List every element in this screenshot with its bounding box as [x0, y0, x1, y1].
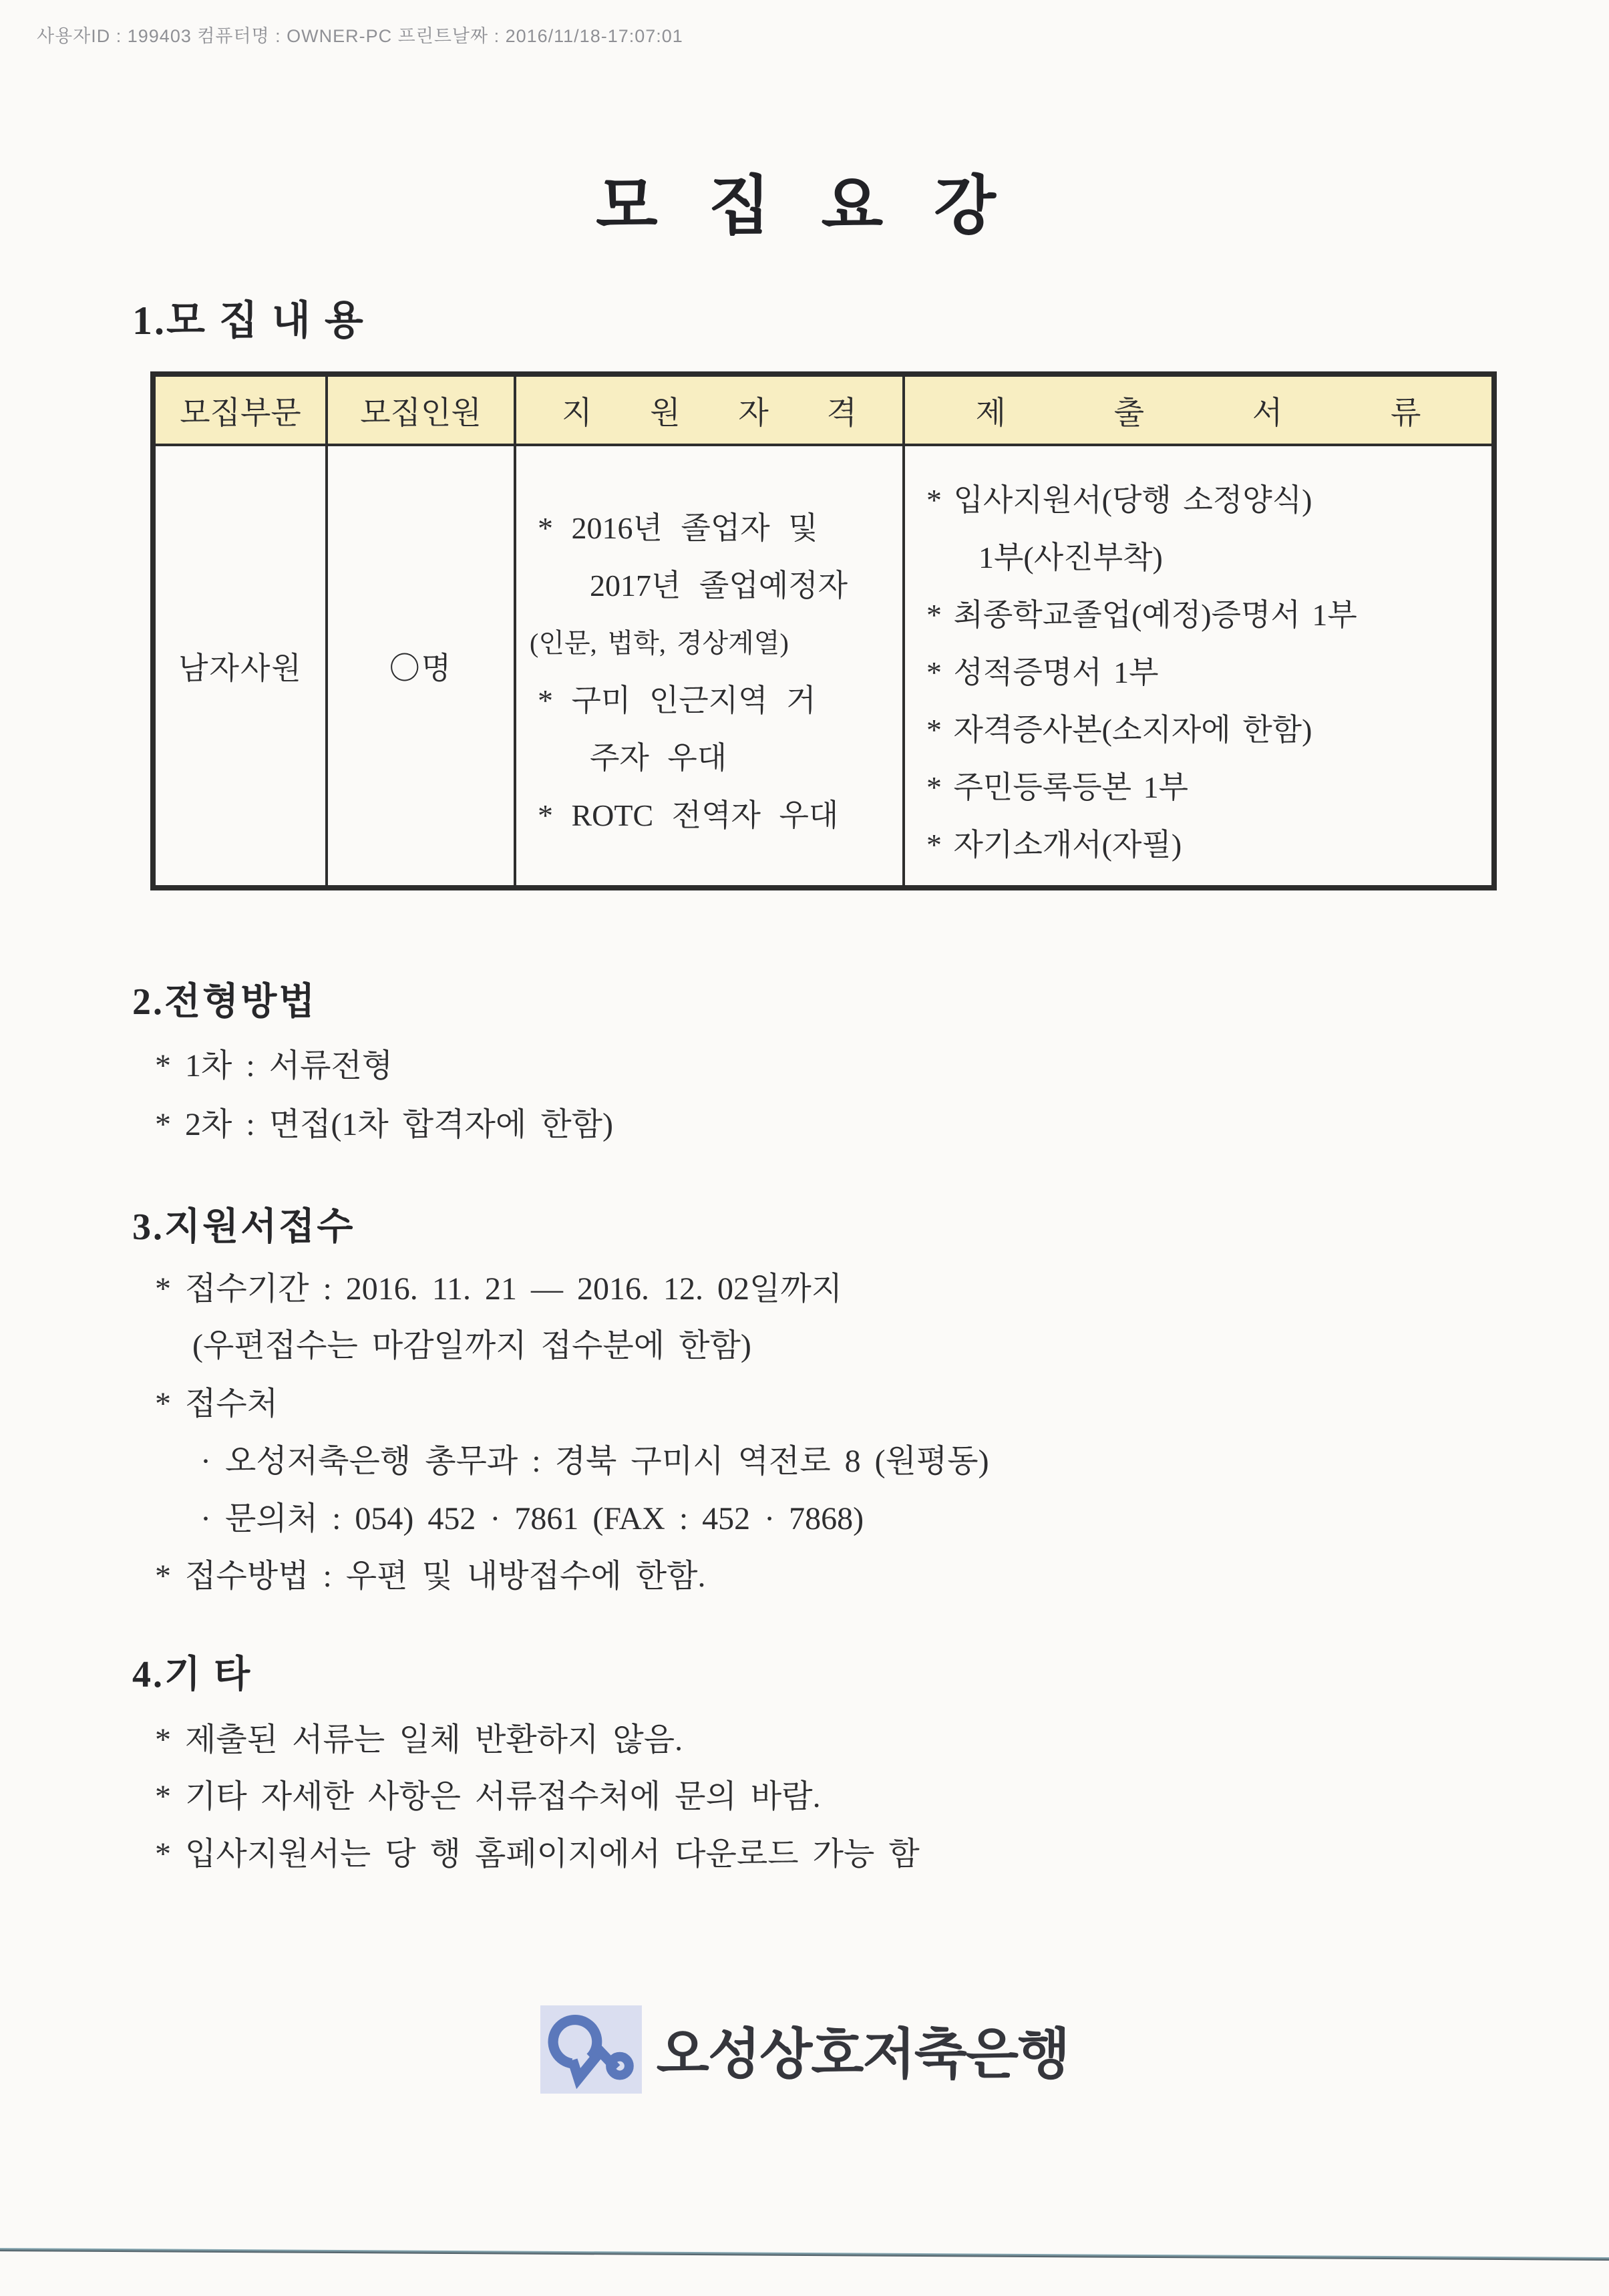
cell-qualifications	[515, 445, 904, 888]
document-line: * 성적증명서 1부	[926, 655, 1159, 689]
list-item: * 2차 : 면접(1차 합격자에 한함)	[155, 1107, 613, 1142]
bank-logo-icon	[540, 2005, 642, 2094]
col-header-documents: 제 출 서 류	[904, 374, 1494, 445]
section1-heading: 1.모 집 내 용	[132, 299, 365, 343]
qualification-line: 주자 우대	[590, 741, 727, 775]
cell-recruit-part: 남자사원	[153, 445, 327, 888]
qualification-line: 2017년 졸업예정자	[590, 568, 848, 603]
list-item: (우편접수는 마감일까지 접수분에 한함)	[192, 1328, 751, 1363]
col-header-recruit-count: 모집인원	[327, 374, 515, 445]
col-header-qualifications: 지 원 자 격	[515, 374, 904, 445]
qualification-line: * 구미 인근지역 거	[538, 683, 816, 717]
list-item: · 오성저축은행 총무과 : 경북 구미시 역전로 8 (원평동)	[200, 1444, 989, 1479]
section4-heading: 4.기 타	[132, 1654, 252, 1695]
bank-name: 오성상호저축은행	[656, 2023, 1069, 2085]
qualification-line: * ROTC 전역자 우대	[538, 798, 839, 832]
section2-heading: 2.전형방법	[132, 981, 317, 1023]
section3-heading: 3.지원서접수	[132, 1206, 355, 1248]
qualification-line: * 2016년 졸업자 및	[538, 511, 818, 545]
document-line: * 주민등록등본 1부	[926, 770, 1189, 804]
document-line: * 입사지원서(당행 소정양식)	[926, 483, 1312, 517]
document-title: 모 집 요 강	[596, 170, 1013, 242]
list-item: * 기타 자세한 사항은 서류접수처에 문의 바람.	[155, 1779, 821, 1814]
bank-logo	[0, 2005, 1609, 2094]
document-line: * 자기소개서(자필)	[926, 828, 1182, 862]
page-edge-line	[0, 2248, 1609, 2261]
list-item: · 문의처 : 054) 452 · 7861 (FAX : 452 · 7868)	[200, 1501, 864, 1536]
list-item: * 접수방법 : 우편 및 내방접수에 한함.	[155, 1559, 706, 1594]
list-item: * 입사지원서는 당 행 홈페이지에서 다운로드 가능 함	[155, 1836, 920, 1872]
document-line: * 최종학교졸업(예정)증명서 1부	[926, 598, 1357, 632]
recruitment-table	[150, 371, 1497, 890]
table-header-row	[153, 374, 1494, 445]
list-item: * 1차 : 서류전형	[155, 1048, 393, 1084]
print-meta-line: 사용자ID : 199403 컴퓨터명 : OWNER-PC 프린트날짜 : 2016/11/18-17:07:01	[37, 26, 683, 46]
list-item: * 제출된 서류는 일체 반환하지 않음.	[155, 1722, 683, 1758]
cell-recruit-count: 〇명	[327, 445, 515, 888]
list-item: * 접수처	[155, 1386, 279, 1422]
table-row	[153, 445, 1494, 888]
cell-documents	[904, 445, 1494, 888]
document-line: 1부(사진부착)	[978, 540, 1163, 575]
col-header-recruit-part: 모집부문	[153, 374, 327, 445]
list-item: * 접수기간 : 2016. 11. 21 — 2016. 12. 02일까지	[155, 1271, 843, 1307]
document-line: * 자격증사본(소지자에 한함)	[926, 713, 1312, 747]
qualification-line: (인문, 법학, 경상계열)	[530, 628, 789, 658]
